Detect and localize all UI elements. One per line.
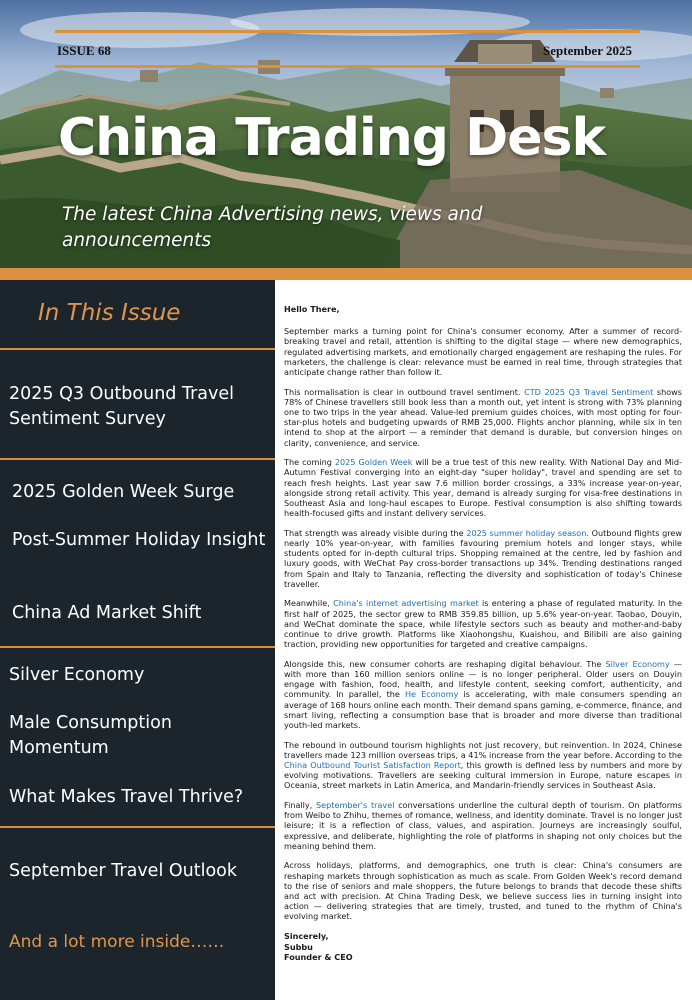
editor-letter	[284, 304, 682, 963]
sidebar-item-september-outlook[interactable]: September Travel Outlook	[9, 861, 238, 881]
paragraph-text: The coming	[284, 457, 335, 468]
sidebar-item-outbound-travel-survey[interactable]: 2025 Q3 Outbound Travel Sentiment Survey	[9, 384, 234, 429]
paragraph-text: shows 78% of Chinese travellers still book less than a month out, yet intent is strong with 73% planning one to two trips in the year ahead. Value-led premium guides choices, with most opting for four-star-plus hotels and budgeting upwards of RMB 25,000. Flights anchor planning, while six in ten intend to shop at the airport — a reminder that demand is durable, but conversion hinges on clarity, convenience, and service.	[284, 386, 682, 448]
golden-week-link[interactable]: 2025 Golden Week	[334, 457, 413, 468]
paragraph-text: will be a true test of this new reality. With National Day and Mid-Autumn Festival converging into an eight-day "super holiday", travel and spending are set to reach fresh heights. Last year saw 7.6 million border crossings, a 33% increase year-on-year, alongside strong retail activity. This year, demand is already surging for visa-free destinations in Southeast Asia and long-haul escapes to Europe. Festival consumption is also shifting towards health-focused gifts and instant delivery services.	[284, 457, 682, 519]
signature-block	[284, 931, 682, 963]
paragraph-text: Finally,	[284, 800, 317, 811]
sidebar-divider	[0, 826, 275, 828]
sidebar-item-male-consumption[interactable]: Male Consumption Momentum	[9, 713, 172, 758]
sidebar-heading: In This Issue	[38, 300, 181, 326]
sidebar-divider	[0, 458, 275, 460]
paragraph-text: — with more than 160 million seniors online — is no longer peripheral. Older users on Douyin engage with fashion, food, health, and lifestyle content, seeking comfort, authenticity, and community. In parallel, the	[284, 658, 683, 700]
internet-advertising-link[interactable]: China's internet advertising market	[333, 598, 479, 609]
paragraph	[284, 598, 682, 649]
paragraph: Across holidays, platforms, and demographics, one truth is clear: China's consumers are reshaping markets through sophistication as much as scale. From Golden Week's record demand to the rise of seniors and male shoppers, the future belongs to brands that decode these shifts and act with precision. At China Trading Desk, we believe success lies in turning insight into action — delivering strategies that are timely, trusted, and tuned to the rhythm of China's evolving market.	[284, 860, 682, 922]
in-this-issue-sidebar	[0, 280, 275, 1000]
signer-name: Subbu	[284, 941, 313, 952]
issue-number: ISSUE 68	[57, 43, 111, 58]
sidebar-divider	[0, 348, 275, 350]
paragraph-text: This normalisation is clear in outbound travel sentiment.	[284, 386, 525, 397]
sidebar-item-golden-week[interactable]: 2025 Golden Week Surge	[12, 482, 235, 502]
paragraph-text: Meanwhile,	[284, 598, 334, 609]
sidebar-item-silver-economy[interactable]: Silver Economy	[9, 665, 145, 685]
newsletter-subtitle: The latest China Advertising news, views and announcements	[62, 204, 483, 251]
sign-off: Sincerely,	[284, 931, 329, 942]
travel-sentiment-link[interactable]: CTD 2025 Q3 Travel Sentiment	[524, 386, 654, 397]
paragraph: September marks a turning point for China's consumer economy. After a summer of record-breaking travel and retail, attention is shifting to the digital stage — where new demographics, regulated advertising markets, and emotionally charged engagement are reshaping the rules. For marketers, the challenge is clear: relevance must be earned in real time, through strategies that anticipate change rather than follow it.	[284, 326, 682, 378]
paragraph-text: That strength was already visible during the	[284, 527, 467, 538]
sidebar-item-ad-market[interactable]: China Ad Market Shift	[12, 603, 202, 623]
summer-holiday-link[interactable]: 2025 summer holiday season	[466, 527, 587, 538]
paragraph-text: . Outbound flights grew nearly 10% year-on-year, with families favouring premium hotels and longer stays, while students opted for in-depth cultural trips. Shopping remained at the centre, led by fashion and luxury goods, with WeChat Pay cross-border transactions up 34%. Trending destinations ranged from Spain and Italy to Tanzania, reflecting the diversity and sophistication of today's Chinese traveller.	[284, 527, 682, 589]
paragraph-text: , this growth is defined less by numbers and more by evolving motivations. Travellers are seeking cultural immersion in Europe, nature escapes in Oceania, street markets in Latin America, and Mandarin-friendly services in Southeast Asia.	[284, 760, 682, 791]
satisfaction-report-link[interactable]: China Outbound Tourist Satisfaction Report	[284, 760, 461, 771]
paragraph-text: is accelerating, with male consumers spending an average of 168 hours online each month. Their demand spans gaming, e-commerce, finance, and smart living, reflecting a consumption base that is broader and more diverse than traditional youth-led markets.	[284, 689, 682, 731]
september-travel-link[interactable]: September's travel	[316, 800, 395, 811]
sidebar-divider	[0, 646, 275, 648]
signer-title: Founder & CEO	[284, 952, 353, 963]
newsletter-title: China Trading Desk	[58, 108, 606, 168]
top-rule	[55, 30, 640, 33]
paragraph	[284, 528, 682, 589]
paragraph-text: Alongside this, new consumer cohorts are reshaping digital behaviour. The	[284, 658, 606, 669]
hero-banner	[0, 0, 692, 268]
issue-rule	[55, 65, 640, 68]
silver-economy-link[interactable]: Silver Economy	[605, 658, 670, 669]
sidebar-item-travel-thrive[interactable]: What Makes Travel Thrive?	[9, 787, 244, 807]
paragraph-text: is entering a phase of regulated maturity. In the first half of 2025, the sector grew to RMB 359.85 billion, up 5.6% year-on-year. Taobao, Douyin, and WeChat dominate the space, while lifestyle sectors such as beauty and mother-and-baby continue to drive growth. Platforms like Xiaohongshu, Kuaishou, and Bilibili are also gaining traction, providing new opportunities for targeted and creative campaigns.	[284, 598, 682, 650]
greeting: Hello There,	[284, 304, 340, 314]
he-economy-link[interactable]: He Economy	[404, 689, 459, 700]
issue-date: September 2025	[543, 43, 632, 58]
paragraph-text: conversations underline the cultural depth of tourism. On platforms from Weibo to Zhihu, themes of romance, wellness, and identity dominate. Travel is no longer just leisure; it is a reflection of class, values, and aspiration. Journeys are increasingly soulful, expressive, and deliberate, highlighting the role of platforms in shaping not only choices but the meaning behind them.	[284, 800, 683, 851]
paragraph	[284, 800, 682, 851]
paragraph	[284, 387, 682, 448]
sidebar-item-post-summer[interactable]: Post-Summer Holiday Insight	[12, 530, 266, 550]
paragraph	[284, 740, 682, 791]
paragraph	[284, 457, 682, 518]
orange-divider-band	[0, 268, 692, 280]
more-inside-text: And a lot more inside……	[9, 932, 225, 952]
paragraph	[284, 659, 682, 730]
paragraph-text: The rebound in outbound tourism highlights not just recovery, but reinvention. In 2024, Chinese travellers made 123 million overseas trips, a 41% increase from the year before. According to the	[284, 739, 682, 760]
